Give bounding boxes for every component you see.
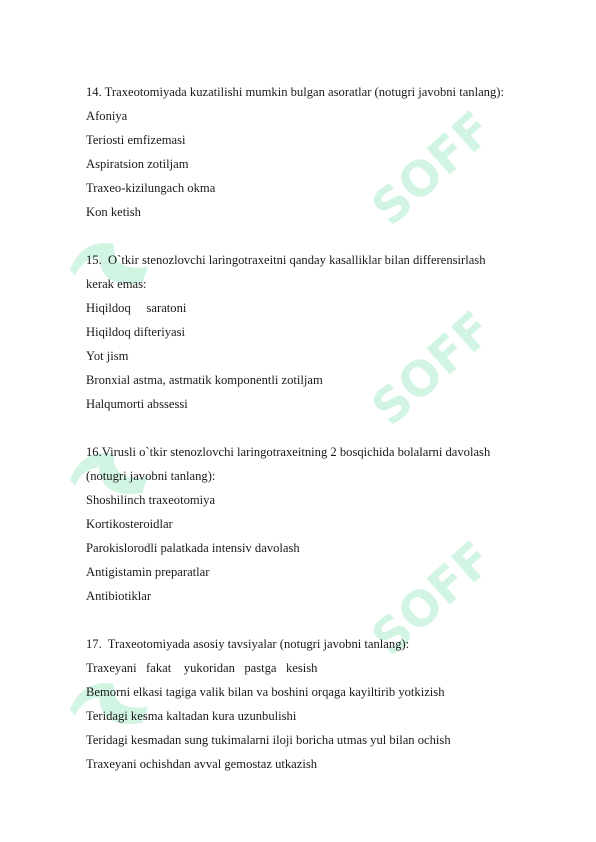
answer-option: Kortikosteroidlar	[86, 517, 173, 531]
question-prompt: 17. Traxeotomiyada asosiy tavsiyalar (notugri javobni tanlang):	[86, 637, 410, 651]
question-14	[86, 80, 566, 224]
answer-option: Afoniya	[86, 109, 128, 123]
answer-option: Kon ketish	[86, 205, 141, 219]
answer-option: Hiqildoq difteriyasi	[86, 325, 185, 339]
watermark-text: SOFF	[361, 100, 504, 237]
watermark-text: SOFF	[361, 300, 504, 437]
spacer	[86, 416, 566, 440]
answer-option: Yot jism	[86, 349, 129, 363]
answer-option: Aspiratsion zotiljam	[86, 157, 189, 171]
question-16	[86, 440, 566, 608]
answer-option: Antigistamin preparatlar	[86, 565, 210, 579]
question-prompt: 15. O`tkir stenozlovchi laringotraxeitni qanday kasalliklar bilan differensirlash	[86, 253, 486, 267]
question-prompt: (notugri javobni tanlang):	[86, 469, 216, 483]
answer-option: Halqumorti abssessi	[86, 397, 188, 411]
answer-option: Antibiotiklar	[86, 589, 152, 603]
answer-option: Teridagi kesmadan sung tukimalarni iloji boricha utmas yul bilan ochish	[86, 733, 451, 747]
answer-option: Teridagi kesma kaltadan kura uzunbulishi	[86, 709, 297, 723]
answer-option: Shoshilinch traxeotomiya	[86, 493, 216, 507]
spacer	[86, 224, 566, 248]
spacer	[86, 608, 566, 632]
answer-option: Teriosti emfizemasi	[86, 133, 186, 147]
answer-option: Bronxial astma, astmatik komponentli zotiljam	[86, 373, 323, 387]
question-prompt: 14. Traxeotomiyada kuzatilishi mumkin bulgan asoratlar (notugri javobni tanlang):	[86, 85, 504, 99]
question-prompt: 16.Virusli o`tkir stenozlovchi laringotraxeitning 2 bosqichida bolalarni davolash	[86, 445, 491, 459]
question-17	[86, 632, 566, 776]
question-list	[86, 80, 566, 776]
answer-option: Traxeo-kizilungach okma	[86, 181, 216, 195]
watermark-text: SOFF	[361, 530, 504, 667]
question-prompt: kerak emas:	[86, 277, 147, 291]
answer-option: Parokislorodli palatkada intensiv davolash	[86, 541, 300, 555]
answer-option: Traxeyani ochishdan avval gemostaz utkazish	[86, 757, 318, 771]
question-15	[86, 248, 566, 416]
answer-option: Bemorni elkasi tagiga valik bilan va boshini orqaga kayiltirib yotkizish	[86, 685, 445, 699]
answer-option: Hiqildoq saratoni	[86, 301, 187, 315]
answer-option: Traxeyani fakat yukoridan pastga kesish	[86, 661, 318, 675]
